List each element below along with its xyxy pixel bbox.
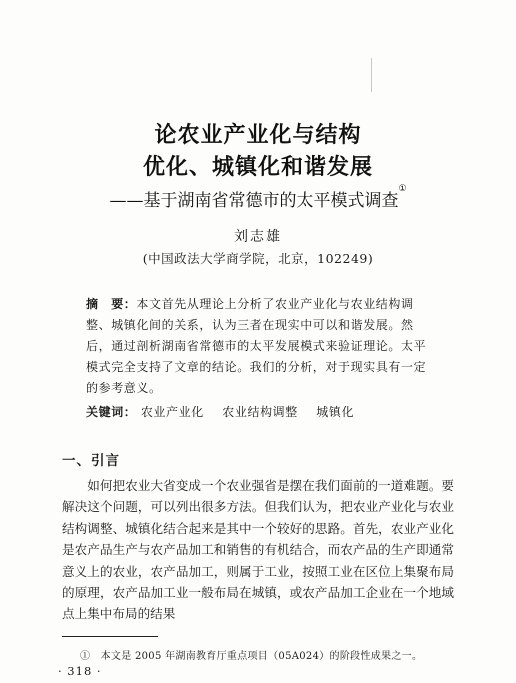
abstract-label: 摘 要： [86, 297, 137, 311]
section-heading: 一、引言 [62, 453, 120, 469]
abstract [86, 294, 438, 399]
body-paragraph: 如何把农业大省变成一个农业强省是摆在我们面前的一道难题。要解决这个问题，可以列出很多方法。但我们认为，把农业产业化与农业结构调整、城镇化结合起来是其中一个较好的思路。首先，农业产业化是农产品生产与农产品加工和销售的有机结合，而农产品的生产即通常意义上的农业，农产品加工，则属于工业，按照工业在区位上集聚布局的原理，农产品加工业一般布局在城镇，或农产品加工企业在一个地域点上集中布局的结果 [62, 478, 454, 622]
subtitle-text: ——基于湖南省常德市的太平模式调查 [109, 191, 399, 211]
title-line-2: 优化、城镇化和谐发展 [142, 155, 373, 180]
page-number: · 318 · [58, 664, 102, 678]
subtitle [0, 186, 516, 211]
keywords-label: 关键词： [86, 405, 137, 419]
keywords [86, 403, 438, 420]
abstract-text: 本文首先从理论上分析了农业产业化与农业结构调整、城镇化间的关系，认为三者在现实中可以和谐发展。然后，通过剖析湖南省常德市的太平发展模式来验证理论。太平模式完全支持了文章的结论。我们的分析，对于现实具有一定的参考意义。 [86, 297, 427, 395]
footnote: ① 本文是 2005 年湖南教育厅重点项目（05A024）的阶段性成果之一。 [80, 651, 423, 662]
footnote-rule [62, 636, 158, 637]
title-line-1: 论农业产业化与结构 [154, 123, 362, 148]
keyword-item: 农业结构调整 [222, 405, 298, 419]
author-name: 刘志雄 [234, 229, 282, 245]
scan-artifact-line [371, 58, 372, 92]
keyword-item: 城镇化 [316, 405, 355, 419]
subtitle-footnote-marker: ① [398, 184, 407, 194]
keyword-item: 农业产业化 [140, 405, 204, 419]
author-affiliation: (中国政法大学商学院，北京，102249) [142, 251, 374, 266]
